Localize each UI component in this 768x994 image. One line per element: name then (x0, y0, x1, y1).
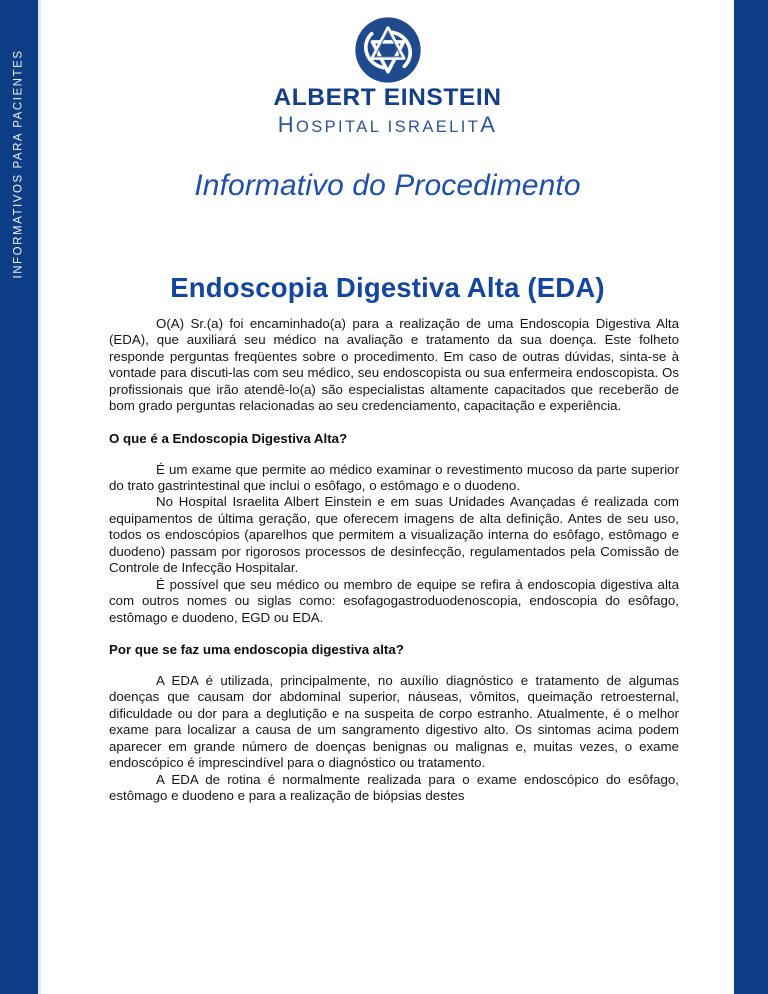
paragraph-spacer (109, 626, 679, 642)
paragraph-indicacoes: A EDA é utilizada, principalmente, no auxílio diagnóstico e tratamento de algumas doenças que causam dor abdominal superior, náuseas, vômitos, queimação retroesternal, dificuldade ou dor para a deglutição e na suspeita de corpo estranho. Atualmente, é o melhor exame para localizar a causa de um sangramento digestivo alto. Os sintomas acima podem aparecer em grande número de doenças benignas ou malignas e, muitas vezes, o exame endoscópico é imprescindível para o diagnóstico ou tratamento. (109, 672, 679, 771)
logo-cap-h: H (277, 111, 296, 137)
document-title: Informativo do Procedimento (194, 169, 581, 202)
section-heading-o-que-e: O que é a Endoscopia Digestiva Alta? (109, 431, 348, 447)
intro-paragraph: O(A) Sr.(a) foi encaminhado(a) para a realização de uma Endoscopia Digestiva Alta (EDA), que auxiliará seu médico na avaliação e tratamento da sua doença. Este folheto responde perguntas freqüentes sobre o procedimento. Em caso de outras dúvidas, sinta-se à vontade para discuti-las com seu médico, seu endoscopista ou sua enfermeira endoscopista. Os profissionais que irão atendê-lo(a) são especialistas altamente capacitados que receberão de bom grado perguntas relacionadas ao seu credenciamento, capacitação e experiência. (109, 316, 679, 414)
paragraph-rotina: A EDA de rotina é normalmente realizada para o exame endoscópico do esôfago, estômago e duodeno e para a realização de biópsias destes (109, 771, 679, 804)
paragraph-outros-nomes: É possível que seu médico ou membro de equipe se refira à endoscopia digestiva alta com outros nomes ou siglas como: esofagogastroduodenoscopia, endoscopia do esôfago, estômago e duodeno, EGD ou EDA. (109, 576, 679, 625)
section-heading-por-que: Por que se faz uma endoscopia digestiva alta? (109, 642, 404, 658)
paragraph-definicao: É um exame que permite ao médico examinar o revestimento mucoso da parte superior do trato gastrintestinal que inclui o esôfago, o estômago e o duodeno. (109, 461, 679, 494)
document-body (109, 316, 679, 805)
right-blue-band (734, 0, 768, 994)
logo-wordmark (273, 86, 501, 136)
logo-cap-a: A (480, 111, 498, 137)
heading-spacer (109, 448, 679, 462)
albert-einstein-star-logo-icon (354, 16, 422, 84)
paragraph-spacer (109, 415, 679, 431)
page-title: Endoscopia Digestiva Alta (EDA) (170, 272, 605, 303)
logo-block (41, 16, 734, 136)
heading-spacer (109, 659, 679, 673)
sidebar-label-text: INFORMATIVOS PARA PACIENTES (13, 49, 26, 279)
logo-middle-text: OSPITAL ISRAELIT (296, 117, 481, 136)
logo-line-hospital-israelita (273, 111, 501, 137)
content-column (41, 0, 734, 994)
logo-line-albert-einstein: ALBERT EINSTEIN (273, 84, 502, 111)
paragraph-equipamentos: No Hospital Israelita Albert Einstein e em suas Unidades Avançadas é realizada com equipamentos de última geração, que oferecem imagens de alta definição. Antes de seu uso, todos os endoscópios (aparelhos que permitem a visualização interna do esôfago, estômago e duodeno) passam por rigorosos processos de desinfecção, regulamentados pela Comissão de Controle de Infecção Hospitalar. (109, 494, 679, 576)
sidebar-vertical-label (0, 0, 38, 279)
